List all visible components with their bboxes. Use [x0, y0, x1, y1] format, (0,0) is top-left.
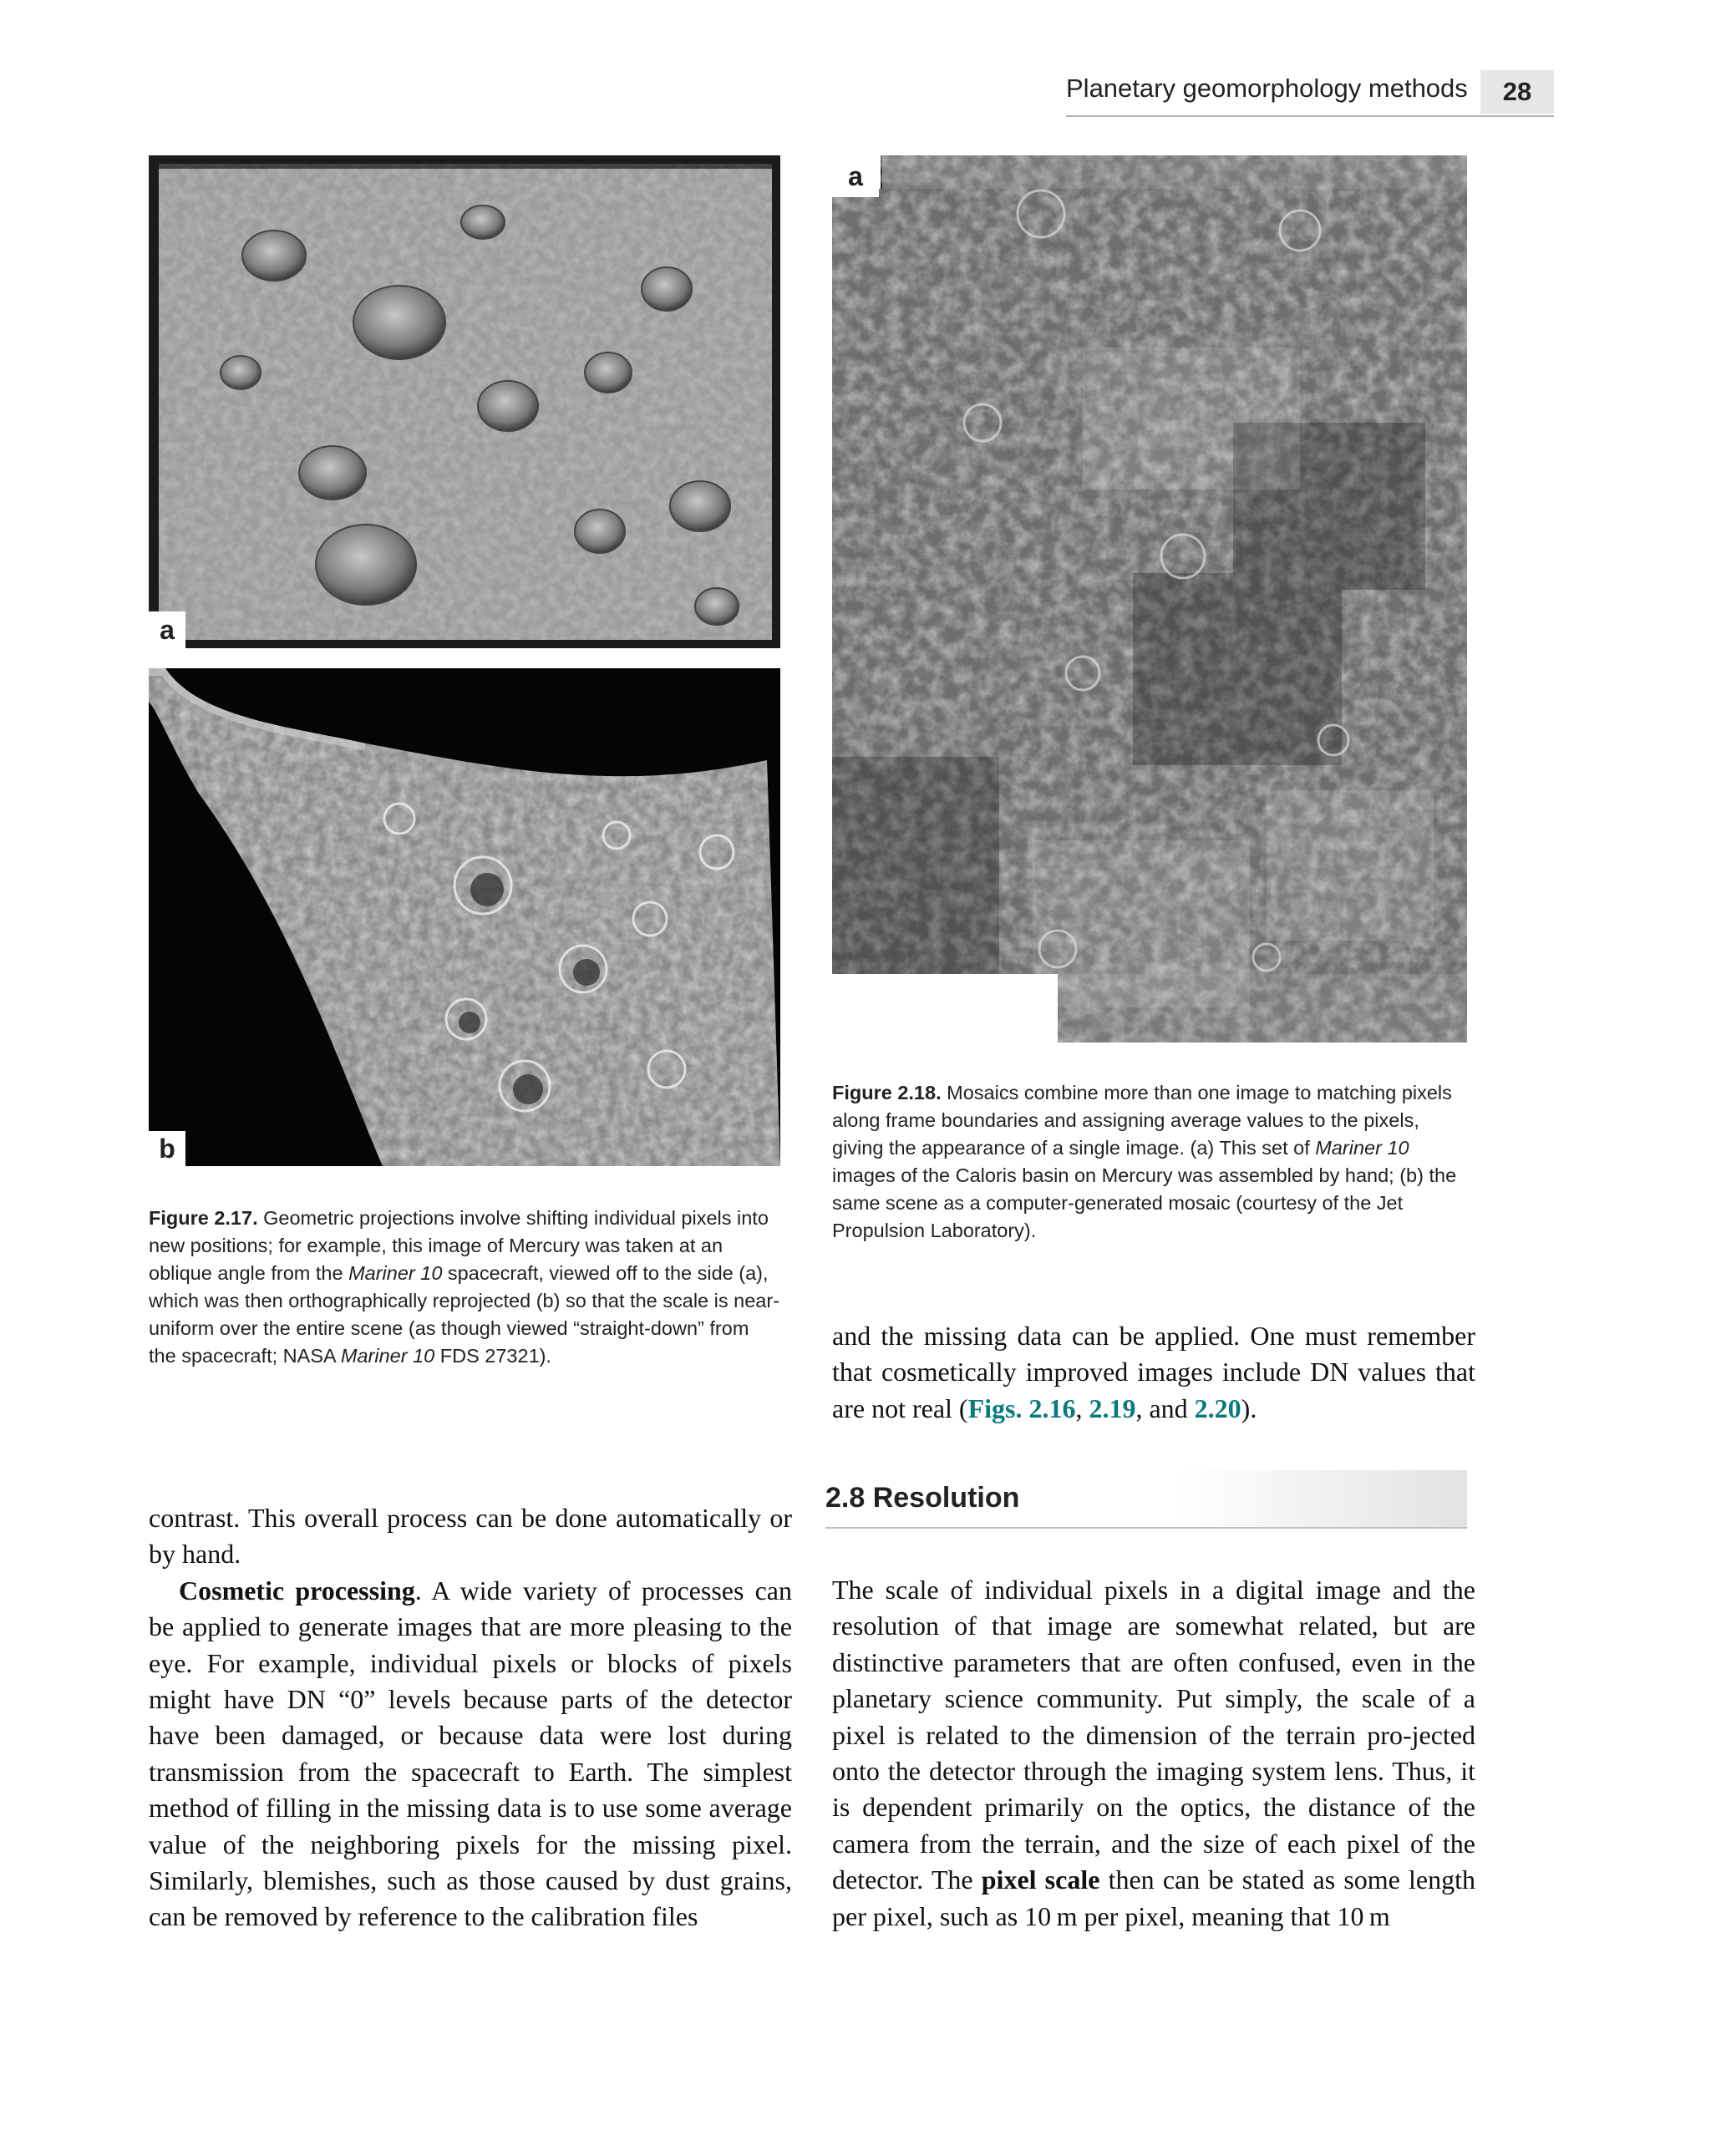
figure-2-17-panel-b — [149, 668, 780, 1166]
section-heading-resolution — [825, 1470, 1467, 1529]
panel-label-a: a — [832, 155, 879, 197]
left-column-text — [149, 1500, 792, 1935]
caption-italic: Mariner 10 — [348, 1262, 443, 1284]
paragraph-text: and the missing data can be applied. One must remember that cosmetically improved images include DN values that are not real ( — [832, 1321, 1475, 1423]
figure-2-18-panel-a — [832, 155, 1467, 1042]
caption-label: Figure 2.18. — [832, 1082, 942, 1103]
paragraph-text: then can be stated as some length per pixel, such as 10 m per pixel, meaning that 10 m — [832, 1864, 1476, 1931]
figure-link[interactable]: 2.19 — [1089, 1393, 1136, 1423]
caption-text: FDS 27321). — [434, 1345, 551, 1367]
mercury-oblique-image — [149, 155, 780, 648]
paragraph: contrast. This overall process can be done automatically or by hand. — [149, 1503, 792, 1570]
separator: , and — [1135, 1393, 1195, 1423]
figure-2-18-caption — [832, 1079, 1467, 1245]
section-title: 2.8 Resolution — [825, 1482, 1020, 1514]
caption-label: Figure 2.17. — [149, 1207, 258, 1229]
figure-2-17-caption — [149, 1205, 780, 1370]
page-number: 28 — [1480, 70, 1554, 114]
right-bottom-paragraph — [832, 1572, 1475, 1935]
caption-text: images of the Caloris basin on Mercury was assembled by hand; (b) the same scene as a computer-generated mosaic (courtesy of the Jet Propulsion Laboratory). — [832, 1164, 1457, 1241]
paragraph-text: ). — [1241, 1393, 1257, 1423]
caption-text: Geometric projections involve shifting individual pixels into new positions; for example, this image of Mercury was taken at an oblique angle from the — [149, 1207, 769, 1284]
figure-link[interactable]: 2.20 — [1194, 1393, 1241, 1423]
separator: , — [1075, 1393, 1089, 1423]
caption-italic: Mariner 10 — [1315, 1137, 1409, 1159]
right-top-paragraph — [832, 1318, 1475, 1427]
heading-rule — [825, 1527, 1467, 1529]
term-pixel-scale: pixel scale — [981, 1864, 1100, 1895]
running-header — [1066, 70, 1554, 114]
panel-label-b: b — [149, 1131, 185, 1166]
caption-text: Mosaics combine more than one image to matching pixels along frame boundaries and assigning average values to the pixels, giving the appearance of a single image. (a) This set of — [832, 1082, 1452, 1159]
figure-2-17-panel-a — [149, 155, 780, 648]
paragraph-text: . A wide variety of processes can be applied to generate images that are more pleasing to the eye. For example, individual pixels or blocks of pixels might have DN “0” levels because parts of the detector have been damaged, or because data were lost during transmission from the spacecraft to Earth. The simplest method of filling in the missing data is to use some average value of the neighboring pixels for the missing pixel. Similarly, blemishes, such as those caused by dust grains, can be removed by reference to the calibration files — [149, 1575, 792, 1932]
paragraph-text: The scale of individual pixels in a digital image and the resolution of that image are somewhat related, but are distinctive parameters that are often confused, even in the planetary science community. Put simply, the scale of a pixel is related to the dimension of the terrain pro-jected onto the detector through the imaging system lens. Thus, it is dependent primarily on the optics, the distance of the camera from the terrain, and the size of each pixel of the detector. The — [832, 1575, 1475, 1895]
caption-italic: Mariner 10 — [340, 1345, 435, 1367]
caption-text: spacecraft, viewed off to the side (a), which was then orthographically reprojected (b) so that the scale is near-uniform over the entire scene (as though viewed “straight-down” from the spacecraft; NASA — [149, 1262, 779, 1367]
figure-link[interactable]: Figs. 2.16 — [967, 1393, 1076, 1423]
paragraph — [149, 1573, 792, 1935]
mercury-reprojected-image — [149, 668, 780, 1166]
term-cosmetic-processing: Cosmetic processing — [179, 1575, 415, 1606]
caloris-mosaic-image — [832, 155, 1467, 1042]
panel-label-a: a — [149, 611, 185, 648]
header-rule — [1066, 115, 1554, 117]
running-title: Planetary geomorphology methods — [1066, 74, 1468, 103]
